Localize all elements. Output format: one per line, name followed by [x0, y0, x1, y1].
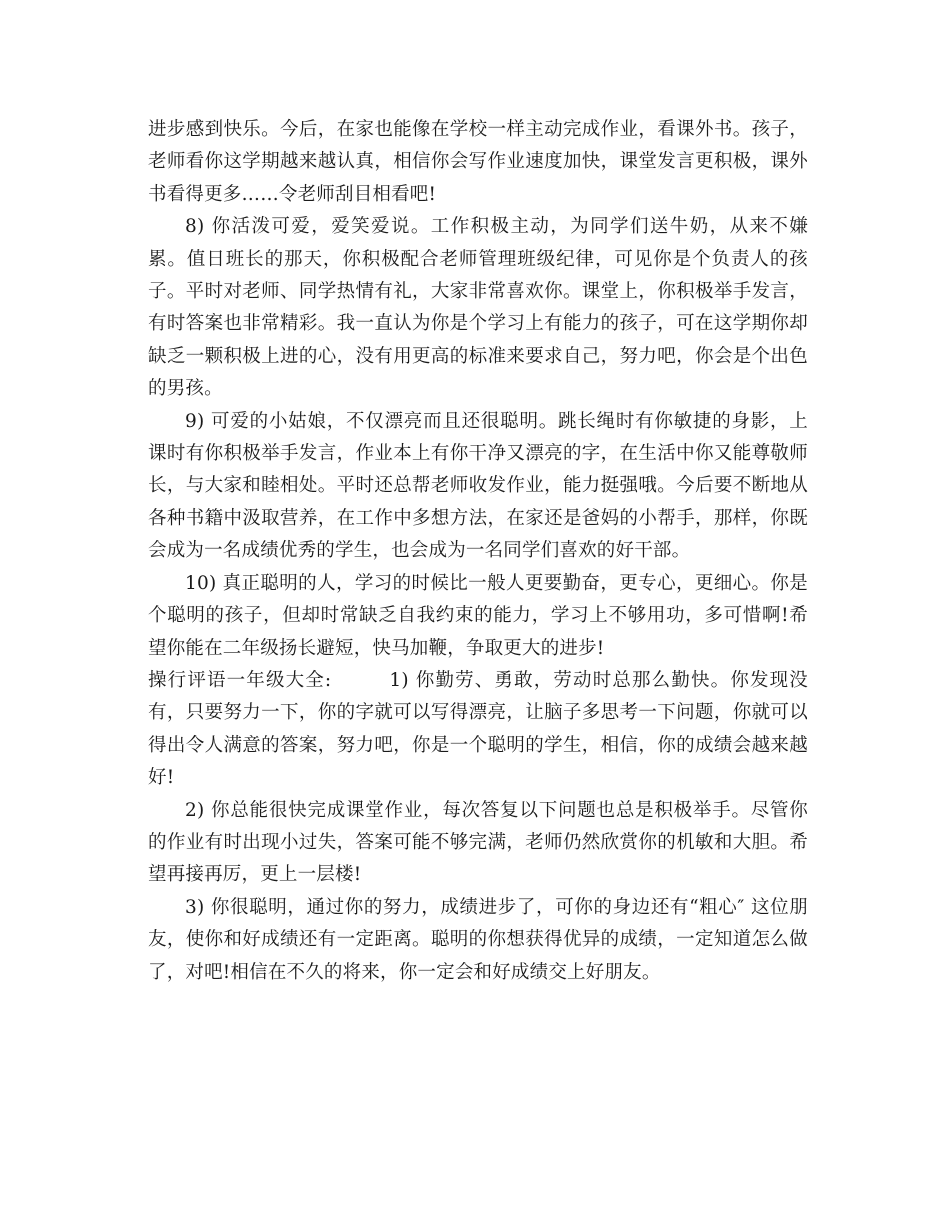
section-heading: 操行评语一年级大全: [148, 669, 332, 691]
paragraph-item-3: 3) 你很聪明，通过你的努力，成绩进步了，可你的身边还有“粗心″ 这位朋友，使你和好成绩还有一定距离。聪明的你想获得优异的成绩，一定知道怎么做了，对吧!相信在不久的将来，你一定会和好成绩交上好朋友。 [148, 896, 808, 983]
paragraph-item-2: 2) 你总能很快完成课堂作业，每次答复以下问题也总是积极举手。尽管你的作业有时出现小过失，答案可能不够完满，老师仍然欣赏你的机敏和大胆。希望再接再厉，更上一层楼! [148, 799, 808, 886]
paragraph-comment-8: 8) 你活泼可爱，爱笑爱说。工作积极主动，为同学们送牛奶，从来不嫌累。值日班长的那天，你积极配合老师管理班级纪律，可见你是个负责人的孩子。平时对老师、同学热情有礼，大家非常喜欢你。课堂上，你积极举手发言，有时答案也非常精彩。我一直认为你是个学习上有能力的孩子，可在这学期你却缺乏一颗积极上进的心，没有用更高的标准来要求自己，努力吧，你会是个出色的男孩。 [148, 216, 808, 400]
section-paragraph [148, 665, 808, 795]
paragraph-comment-9: 9) 可爱的小姑娘，不仅漂亮而且还很聪明。跳长绳时有你敏捷的身影，上课时有你积极举手发言，作业本上有你干净又漂亮的字，在生活中你又能尊敬师长，与大家和睦相处。平时还总帮老师收发作业，能力挺强哦。今后要不断地从各种书籍中汲取营养，在工作中多想方法，在家还是爸妈的小帮手，那样，你既会成为一名成绩优秀的学生，也会成为一名同学们喜欢的好干部。 [148, 410, 808, 562]
section-first-item: 1) 你勤劳、勇敢，劳动时总那么勤快。你发现没有，只要努力一下，你的字就可以写得漂亮，让脑子多思考一下问题，你就可以得出令人满意的答案，努力吧，你是一个聪明的学生，相信，你的成绩会越来越好! [148, 669, 808, 789]
paragraph-continued: 进步感到快乐。今后，在家也能像在学校一样主动完成作业，看课外书。孩子，老师看你这学期越来越认真，相信你会写作业速度加快，课堂发言更积极，课外书看得更多……令老师刮目相看吧! [148, 119, 808, 205]
document-body [148, 114, 808, 989]
paragraph-comment-10: 10) 真正聪明的人，学习的时候比一般人更要勤奋，更专心，更细心。你是个聪明的孩子，但却时常缺乏自我约束的能力，学习上不够用功，多可惜啊!希望你能在二年级扬长避短，快马加鞭，争取更大的进步! [148, 572, 808, 659]
